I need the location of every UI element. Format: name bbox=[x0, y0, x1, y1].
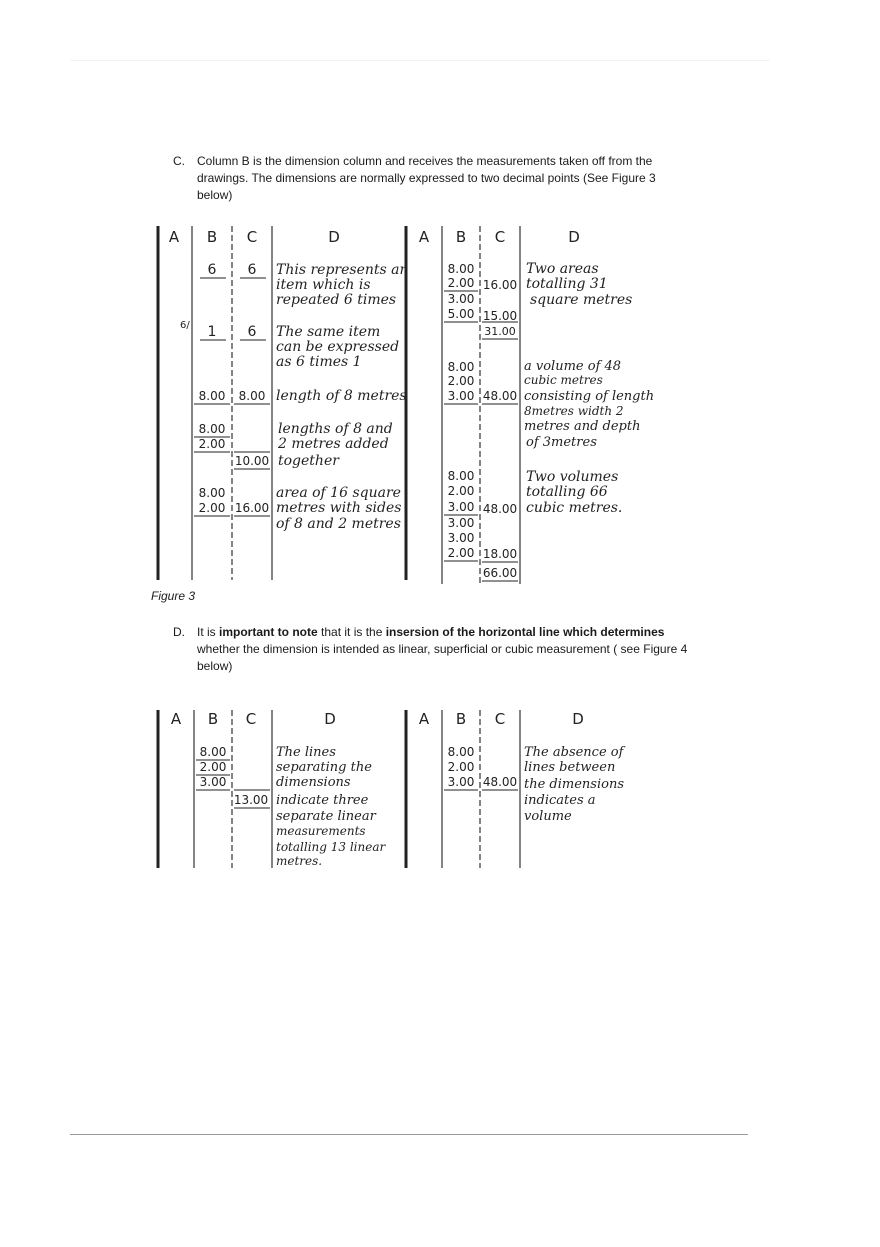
fig4-r-c: 48.00 bbox=[482, 775, 518, 789]
fig3-l-r5-d1: area of 16 square bbox=[276, 485, 401, 501]
paragraph-c-line2: drawings. The dimensions are normally expressed to two decimal points (See Figure 3 bbox=[197, 171, 656, 185]
paragraph-d-mid: that it is the bbox=[317, 625, 386, 639]
fig3-l-r5-b1: 8.00 bbox=[198, 486, 226, 500]
fig3-r-g1-b: 2.00 bbox=[447, 276, 475, 290]
header-rule bbox=[70, 60, 770, 61]
fig3-r-g1-c1: 16.00 bbox=[482, 278, 518, 292]
fig3-r-g1-d1: Two areas bbox=[526, 261, 599, 277]
fig3-r-g3-c1: 48.00 bbox=[482, 502, 518, 516]
fig4-l-d1: The lines bbox=[276, 745, 336, 760]
fig3-header-d: D bbox=[328, 228, 340, 246]
fig4-r-d5: volume bbox=[524, 809, 572, 824]
fig3-r-g1-b: 3.00 bbox=[447, 292, 475, 306]
fig3-l-r3-c: 8.00 bbox=[238, 389, 266, 403]
fig3-header-b: B bbox=[206, 228, 218, 246]
fig4-r-b: 3.00 bbox=[447, 775, 475, 789]
fig3-r-g2-c: 48.00 bbox=[482, 389, 518, 403]
fig3-l-r3-d: length of 8 metres bbox=[276, 388, 407, 404]
figure-4-drawing bbox=[150, 704, 650, 874]
fig3-r-g1-b: 8.00 bbox=[447, 262, 475, 276]
fig3-l-r4-b1: 8.00 bbox=[198, 422, 226, 436]
fig4-header-a: A bbox=[170, 710, 182, 728]
fig3-r-g1-c3: 31.00 bbox=[484, 325, 516, 338]
fig4-r-header-b: B bbox=[455, 710, 467, 728]
paragraph-c-line3: below) bbox=[197, 188, 233, 202]
fig4-l-b: 8.00 bbox=[199, 745, 227, 759]
paragraph-d-bold2: insersion of the horizontal line which determines bbox=[385, 625, 665, 639]
fig4-r-d1: The absence of bbox=[524, 745, 624, 760]
fig3-r-g2-b: 2.00 bbox=[447, 374, 475, 388]
list-marker-d: D. bbox=[173, 625, 185, 639]
fig4-r-header-a: A bbox=[418, 710, 430, 728]
fig3-r-g3-b: 2.00 bbox=[447, 546, 475, 560]
fig4-l-d6: measurements bbox=[276, 824, 366, 838]
fig3-r-g2-b: 8.00 bbox=[447, 360, 475, 374]
paragraph-c bbox=[173, 153, 697, 204]
paragraph-d-line1 bbox=[197, 624, 697, 641]
figure-4 bbox=[150, 704, 650, 874]
fig3-l-r1-c: 6 bbox=[247, 262, 257, 278]
fig3-l-r4-d3: together bbox=[278, 453, 339, 469]
fig4-l-b: 2.00 bbox=[199, 760, 227, 774]
fig4-l-d5: separate linear bbox=[276, 809, 376, 824]
figure-3-caption: Figure 3 bbox=[151, 589, 196, 603]
paragraph-d-bold1: important to note bbox=[219, 625, 318, 639]
fig3-r-g1-b: 5.00 bbox=[447, 307, 475, 321]
fig3-l-r2-d2: can be expressed bbox=[276, 339, 400, 355]
fig3-r-header-a: A bbox=[418, 228, 430, 246]
fig3-r-g3-b: 3.00 bbox=[447, 531, 475, 545]
fig4-r-header-c: C bbox=[494, 710, 506, 728]
paragraph-d-pre: It is bbox=[197, 625, 220, 639]
fig3-r-g3-d1: Two volumes bbox=[526, 469, 619, 485]
fig3-r-g3-b: 8.00 bbox=[447, 469, 475, 483]
fig4-l-d2: separating the bbox=[276, 760, 372, 775]
fig3-r-g3-b: 3.00 bbox=[447, 500, 475, 514]
figure-3-drawing bbox=[150, 222, 670, 588]
fig3-header-c: C bbox=[246, 228, 258, 246]
fig3-r-header-d: D bbox=[568, 228, 580, 246]
fig3-r-g2-d2: cubic metres bbox=[524, 373, 603, 387]
fig3-r-g2-d6: of 3metres bbox=[526, 435, 597, 450]
fig3-r-g3-c3: 66.00 bbox=[482, 566, 518, 580]
fig3-r-header-c: C bbox=[494, 228, 506, 246]
fig3-r-g3-d2: totalling 66 bbox=[526, 484, 608, 500]
fig4-r-b: 2.00 bbox=[447, 760, 475, 774]
fig3-l-r2-c: 6 bbox=[247, 324, 257, 340]
fig3-l-r1-b: 6 bbox=[207, 262, 217, 278]
fig3-header-a: A bbox=[168, 228, 180, 246]
figure-3 bbox=[150, 222, 670, 588]
fig3-r-g3-d3: cubic metres. bbox=[526, 500, 623, 516]
paragraph-d bbox=[173, 624, 697, 675]
fig3-r-g1-d2: totalling 31 bbox=[526, 276, 608, 292]
fig3-l-r1-d3: repeated 6 times bbox=[276, 292, 397, 308]
fig3-r-g2-d1: a volume of 48 bbox=[524, 359, 622, 374]
fig4-header-b: B bbox=[207, 710, 219, 728]
fig4-r-header-d: D bbox=[572, 710, 584, 728]
fig4-r-d3: the dimensions bbox=[524, 777, 624, 792]
fig3-l-r4-d2: 2 metres added bbox=[278, 436, 389, 452]
fig3-l-r2-d3: as 6 times 1 bbox=[276, 354, 362, 370]
fig4-l-d7: totalling 13 linear bbox=[276, 840, 386, 854]
fig3-r-g2-b: 3.00 bbox=[447, 389, 475, 403]
fig4-l-d3: dimensions bbox=[276, 775, 351, 790]
fig4-r-b: 8.00 bbox=[447, 745, 475, 759]
fig3-r-g1-c2: 15.00 bbox=[482, 309, 518, 323]
fig3-r-g3-c2: 18.00 bbox=[482, 547, 518, 561]
fig3-l-r5-d3: of 8 and 2 metres bbox=[276, 516, 401, 532]
fig3-l-r5-c: 16.00 bbox=[234, 501, 270, 515]
fig3-l-r1-d2: item which is bbox=[276, 277, 371, 293]
fig3-l-r1-d1: This represents an bbox=[276, 262, 409, 278]
fig3-r-g2-d3: consisting of length bbox=[524, 389, 655, 404]
paragraph-d-line3: below) bbox=[197, 659, 233, 673]
fig3-l-r5-d2: metres with sides bbox=[276, 500, 402, 516]
fig3-r-g1-d3: square metres bbox=[530, 292, 633, 308]
fig3-r-g3-b: 3.00 bbox=[447, 516, 475, 530]
fig3-r-g3-b: 2.00 bbox=[447, 484, 475, 498]
paragraph-c-line1: Column B is the dimension column and receives the measurements taken off from the bbox=[197, 154, 653, 168]
fig3-r-header-b: B bbox=[455, 228, 467, 246]
fig4-l-d8: metres. bbox=[276, 854, 323, 868]
fig4-l-c: 13.00 bbox=[233, 793, 269, 807]
fig3-l-r5-b2: 2.00 bbox=[198, 501, 226, 515]
fig3-l-r2-d1: The same item bbox=[276, 324, 381, 340]
fig3-r-g2-d4: 8metres width 2 bbox=[524, 404, 624, 418]
fig4-r-d4: indicates a bbox=[524, 793, 596, 808]
fig3-l-r2-b: 1 bbox=[207, 324, 217, 340]
fig3-l-r4-b2: 2.00 bbox=[198, 437, 226, 451]
fig4-l-b: 3.00 bbox=[199, 775, 227, 789]
fig3-l-r3-b: 8.00 bbox=[198, 389, 226, 403]
footer-rule bbox=[70, 1134, 748, 1135]
fig3-l-r4-d1: lengths of 8 and bbox=[278, 421, 393, 437]
fig3-l-r4-c: 10.00 bbox=[234, 454, 270, 468]
fig4-header-c: C bbox=[245, 710, 257, 728]
fig3-l-r2-a: 6/ bbox=[180, 320, 190, 331]
fig4-header-d: D bbox=[324, 710, 336, 728]
fig4-r-d2: lines between bbox=[524, 760, 616, 775]
fig4-l-d4: indicate three bbox=[276, 793, 369, 808]
paragraph-d-line2: whether the dimension is intended as linear, superficial or cubic measurement ( see Figure 4 bbox=[197, 642, 688, 656]
list-marker-c: C. bbox=[173, 154, 185, 168]
fig3-r-g2-d5: metres and depth bbox=[524, 419, 641, 434]
